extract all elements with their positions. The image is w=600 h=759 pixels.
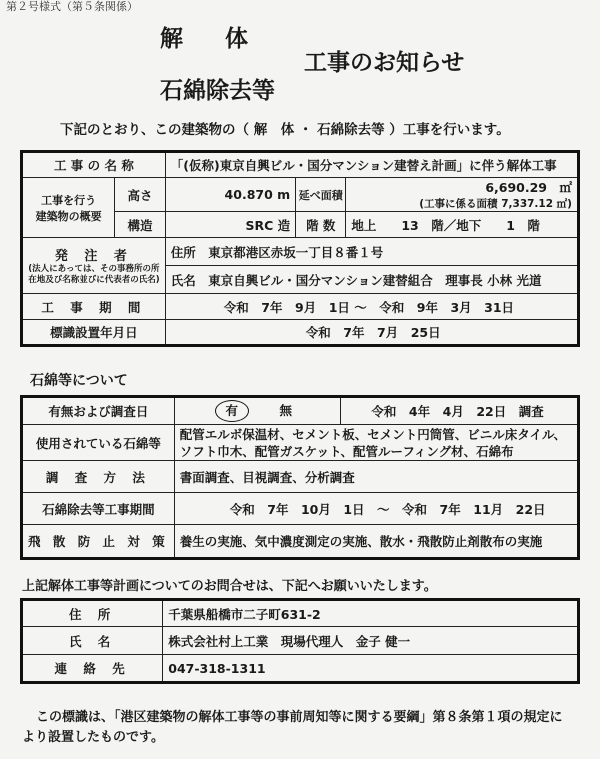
client-label-cell	[22, 238, 166, 294]
intro-text: 下記のとおり、この建築物の（ 解 体 ・ 石綿除去等 ）工事を行います。	[60, 122, 510, 138]
client-label: 発 注 者	[54, 249, 133, 264]
materials-value	[174, 425, 578, 461]
table-row	[22, 627, 579, 655]
work-area-value: 7,337.12 ㎡)	[501, 198, 572, 210]
contact-address-label: 住 所	[22, 600, 163, 627]
period-value: 令和 7年 9月 1日 ～ 令和 9年 3月 31日	[165, 294, 578, 320]
removal-period-value: 令和 7年 10月 1日 ～ 令和 7年 11月 22日	[174, 493, 578, 525]
contact-phone-label: 連 絡 先	[22, 655, 163, 683]
contact-name-value: 株式会社村上工業 現場代理人 金子 健一	[163, 627, 579, 655]
table-row	[22, 178, 579, 212]
floor-area-label: 延べ面積	[296, 178, 346, 212]
prevention-value: 養生の実施、気中濃度測定の実施、散水・飛散防止剤散布の実施	[174, 525, 578, 559]
footer-line1: この標識は、「港区建築物の解体工事等の事前周知等に関する要綱」第８条第１項の規定に	[36, 710, 563, 725]
heading-demolition-char-2: 体	[225, 26, 250, 52]
heading-asbestos: 石綿除去等	[160, 78, 275, 104]
materials-line2: ソフト巾木、配管ガスケット、配管ルーフィング材、石綿布	[179, 443, 514, 459]
form-id: 第２号様式（第５条関係）	[6, 0, 138, 13]
floor-area-cell	[346, 178, 579, 212]
sign-date-value: 令和 7年 7月 25日	[165, 320, 578, 346]
prevention-label: 飛 散 防 止 対 策	[22, 525, 175, 559]
height-value: 40.870 m	[165, 178, 295, 212]
table-row	[22, 525, 579, 559]
table-row	[22, 152, 579, 178]
building-label-line2: 建築物の概要	[35, 209, 102, 223]
table-row	[22, 294, 579, 320]
project-name-value: 「(仮称)東京自興ビル・国分マンション建替え計画」に伴う解体工事	[165, 152, 578, 178]
materials-line1: 配管エルボ保温材、セメント板、セメント円筒管、ビニル床タイル、	[179, 426, 567, 442]
table-row	[22, 238, 579, 266]
building-label-line1: 工事を行う	[41, 193, 97, 207]
table-row	[22, 461, 579, 493]
removal-period-label: 石綿除去等工事期間	[22, 493, 175, 525]
asbestos-section-title: 石綿等について	[30, 373, 128, 389]
floor-area-value: 6,690.29 ㎡	[485, 180, 572, 195]
asbestos-table	[20, 395, 580, 560]
project-name-label: 工 事 の 名 称	[22, 152, 166, 178]
materials-label: 使用されている石綿等	[22, 425, 175, 461]
table-row	[22, 320, 579, 346]
height-label: 高さ	[115, 178, 166, 212]
contact-table	[20, 598, 580, 684]
building-label	[22, 178, 115, 238]
period-label: 工 事 期 間	[22, 294, 166, 320]
table-row	[22, 493, 579, 525]
sign-date-label: 標識設置年月日	[22, 320, 166, 346]
client-name: 氏名 東京自興ビル・国分マンション建替組合 理事長 小林 光道	[165, 266, 578, 294]
contact-name-label: 氏 名	[22, 627, 163, 655]
work-area	[351, 196, 572, 211]
client-note-line2: 在地及び名称並びに代表者の氏名)	[28, 275, 160, 285]
contact-address-value: 千葉県船橋市二子町631-2	[163, 600, 579, 627]
table-row	[22, 655, 579, 683]
table-row	[22, 397, 579, 425]
method-value: 書面調査、目視調査、分析調査	[174, 461, 578, 493]
method-label: 調 査 方 法	[22, 461, 175, 493]
presence-value	[174, 397, 341, 425]
structure-value: SRC 造	[165, 212, 295, 238]
client-note-line1: (法人にあっては、その事務所の所	[28, 264, 160, 274]
absent-option: 無	[279, 403, 292, 418]
table-row	[22, 425, 579, 461]
client-address: 住所 東京都港区赤坂一丁目８番１号	[165, 238, 578, 266]
structure-label: 構造	[115, 212, 166, 238]
present-circled: 有	[215, 400, 249, 422]
table-row	[22, 600, 579, 627]
presence-label: 有無および調査日	[22, 397, 175, 425]
floors-label: 階 数	[296, 212, 346, 238]
survey-date: 令和 4年 4月 22日 調査	[341, 397, 579, 425]
heading-demolition-char-1: 解	[160, 26, 185, 52]
project-table	[20, 150, 580, 347]
floors-value: 地上 13 階／地下 1 階	[346, 212, 579, 238]
contact-phone-value: 047-318-1311	[163, 655, 579, 683]
heading-notice: 工事のお知らせ	[304, 50, 465, 76]
heading-demolition	[160, 20, 250, 53]
work-area-label: (工事に係る面積	[419, 198, 498, 210]
footer-line2: より設置したものです。	[22, 730, 164, 745]
inquiry-text: 上記解体工事等計画についてのお問合せは、下記へお願いいたします。	[22, 579, 437, 594]
